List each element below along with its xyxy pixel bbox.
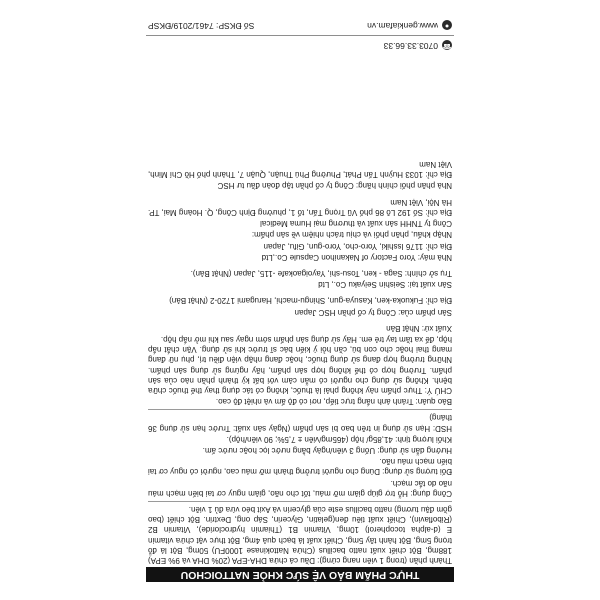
web-row	[146, 18, 454, 33]
label-footer	[146, 18, 454, 53]
phone-icon: ☎	[442, 42, 452, 50]
distributor-address: Địa chỉ: 1033 Huỳnh Tấn Phát, Phường Phú Thuận, Quận 7, Thành phố Hồ Chí Minh, Việt Nam	[148, 160, 452, 180]
license-number: Số ĐKSP: 7461/2019/ĐKSP	[148, 21, 255, 31]
label-header: THỰC PHẨM BẢO VỆ SỨC KHỎE NATTOICHOU	[146, 567, 454, 582]
footer-divider	[146, 35, 454, 36]
product-label	[146, 18, 454, 582]
phone-number: 0703.33.66.33	[383, 41, 438, 51]
weight-text: Khối lượng tịnh: 41,85g/ hộp (465mg/viên ± 7,5%; 90 viên/hộp).	[226, 434, 452, 444]
users-text: Đối tượng sử dụng: Dùng cho người trưởng thành mỡ máu cao, người có nguy cơ tai biến mạch máu não.	[148, 457, 452, 477]
factory-address: Địa chỉ: 1176 Isshiki, Yoro-cho, Yoro-gun, Gifu, Japan	[263, 241, 452, 251]
note-text: CHÚ Ý: Thực phẩm này không phải là thuốc, không có tác dụng thay thế thuốc chữa bệnh. Không sử dụng cho người có mẫn cảm với bất kỳ thành phần nào của sản phẩm. Trường hợp có thể không hợp sản phẩm, hãy ngừng sử dụng sản phẩm. Những trường hợp đang sử dụng thuốc, hoặc đang nhập viện điều trị, phụ nữ đang mang thai hoặc cho con bú, cần hỏi ý kiến bác sĩ trước khi sử dụng. Vận chắt nắp hộp, để xa tầm tay trẻ em. Hãy sử dụng sản phẩm sớm ngay sau khi mở nắp hộp.	[148, 334, 452, 395]
manufacturer-name: Sản xuất tại: Seishin Seiyaku Co., Ltd	[318, 280, 452, 290]
uses-text: Công dụng: Hỗ trợ giúp giảm mỡ máu, tốt cho não, giảm nguy cơ tai biến mạch máu não do tắc mạch.	[148, 478, 452, 498]
storage-text: Bảo quản: Tránh ánh nắng trực tiếp, nơi có độ ẩm và nhiệt độ cao.	[215, 397, 452, 407]
divider	[148, 501, 452, 502]
factory-name: Nhà máy: Yoro Factory of Nakanihon Capsule Co.,Ltd	[261, 252, 452, 262]
expiry-text: HSD: Hạn sử dụng in trên bao bì sản phẩm (Ngày sản xuất: Trước hạn sử dụng 36 tháng)	[148, 413, 452, 433]
website: www.genkiafam.vn	[367, 21, 438, 31]
manufacturer-address: Trụ sở chính: Saga - ken, Tosu-shi, Yayoigaokafe -115, Japan (Nhật Bản).	[190, 268, 452, 278]
owner-name: Sản phẩm của: Công ty cổ phần HSC Japan	[294, 307, 452, 317]
distributor-intro: Nhà phân phối chính hãng: Công ty cổ phần tập đoàn đầu tư HSC	[217, 181, 452, 191]
ingredients-text: Thành phần (trong 1 viên nang cứng): Dầu cá chứa DHA-EPA (20% DHA và 9% EPA) 188mg, Bột chiết xuất natto bacillus (Chứa Nattokinase 1000FU) 50mg, Bột lá đỗ trọng 5mg, Bột hành tây 5mg, Chiết xuất lá bạch quả 4mg, Bột thực vật chứa vitamin E (d-alpha tocopherol) 10mg, Vitamin B1 (Thiamin hydrocloride), Vitamin B2 (Riboflavin), Chiết xuất tiêu đen(gelatin, Glycerin, Sáp ong, Dextrin. Bột chiết (bao gồm đậu tương) natto bacillus este của glycerin và Axit béo vừa đủ 1 viên.	[148, 504, 452, 565]
importer-address: Địa chỉ: Số 192 Lô 86 phố Vũ Trọng Tấn, tổ 1, phường Định Công, Q. Hoàng Mai, TP. Hà Nội, Việt Nam	[148, 197, 452, 217]
globe-icon: ●	[442, 21, 452, 31]
importer-name: Công ty TNHH sản xuất và thương mại Huma Medical	[260, 219, 452, 229]
label-body	[146, 159, 454, 565]
divider	[148, 409, 452, 410]
owner-address: Địa chỉ: Fukuoka-ken, Kasuya-gun, Shingu-machi, Harugami 1720-2 (Nhật Bản)	[169, 296, 452, 306]
origin-text: Xuất xứ: Nhật Bản	[386, 323, 452, 333]
dosage-text: Hướng dẫn sử dụng: Uống 3 viên/ngày bằng nước lọc hoặc nước ấm.	[202, 445, 452, 455]
phone-row	[146, 38, 454, 53]
importer-intro: Nhập khẩu, phân phối và chịu trách nhiệm về sản phẩm:	[251, 230, 452, 240]
